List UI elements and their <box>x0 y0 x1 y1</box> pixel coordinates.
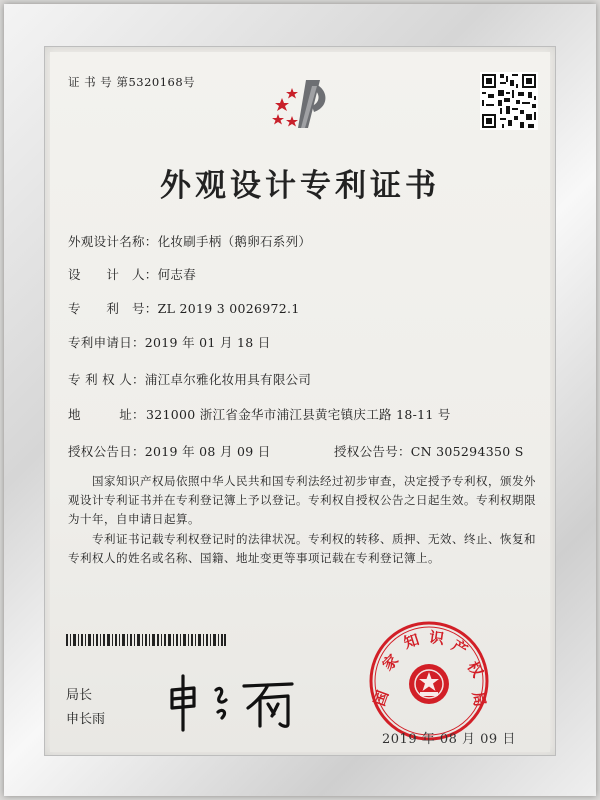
svg-text:识: 识 <box>428 628 446 649</box>
certificate-title: 外观设计专利证书 <box>160 168 440 204</box>
qr-code-icon <box>480 72 538 130</box>
seal-date: 2019 年 08 月 09 日 <box>382 732 516 747</box>
handwritten-signature-icon <box>164 668 304 738</box>
grant-number-field: 授权公告号：CN 305294350 S <box>334 444 524 459</box>
legal-paragraph-2: 专利证书记载专利权登记时的法律状况。专利权的转移、质押、无效、终止、恢复和专利权人的姓名或名称、国籍、地址变更等事项记载在专利登记簿上。 <box>68 532 536 565</box>
official-seal-icon <box>368 620 490 742</box>
address-label: 地 址： <box>68 407 145 422</box>
address-field: 321000 浙江省金华市浦江县黄宅镇庆工路 18-11 号 <box>146 407 451 422</box>
patent-number-field: 专 利 号：ZL 2019 3 0026972.1 <box>68 301 300 316</box>
svg-text:权: 权 <box>463 658 487 681</box>
filing-date-field: 专利申请日：2019 年 01 月 18 日 <box>68 335 271 350</box>
signatory-name: 申长雨 <box>66 712 106 727</box>
patent-office-logo-icon <box>268 76 338 140</box>
designer-field: 设 计 人：何志春 <box>68 267 197 282</box>
certificate-document <box>50 52 550 752</box>
svg-text:国: 国 <box>370 688 393 709</box>
grant-date-field: 授权公告日：2019 年 08 月 09 日 <box>68 444 271 459</box>
svg-text:产: 产 <box>448 636 471 660</box>
patentee-field: 专 利 权 人：浦江卓尔雅化妆用具有限公司 <box>68 372 312 387</box>
signatory-role: 局长 <box>66 688 93 703</box>
barcode-icon <box>66 634 226 646</box>
design-name-field: 外观设计名称：化妆刷手柄（鹅卵石系列） <box>68 234 312 249</box>
svg-text:局: 局 <box>468 690 490 709</box>
svg-text:家: 家 <box>378 650 403 675</box>
certificate-number: 证 书 号 第5320168号 <box>68 75 196 89</box>
svg-text:知: 知 <box>401 630 422 653</box>
legal-paragraph-1: 国家知识产权局依照中华人民共和国专利法经过初步审查，决定授予专利权，颁发外观设计专利证书并在专利登记簿上予以登记。专利权自授权公告之日起生效。专利权期限为十年，自申请日起算。 <box>68 474 536 526</box>
